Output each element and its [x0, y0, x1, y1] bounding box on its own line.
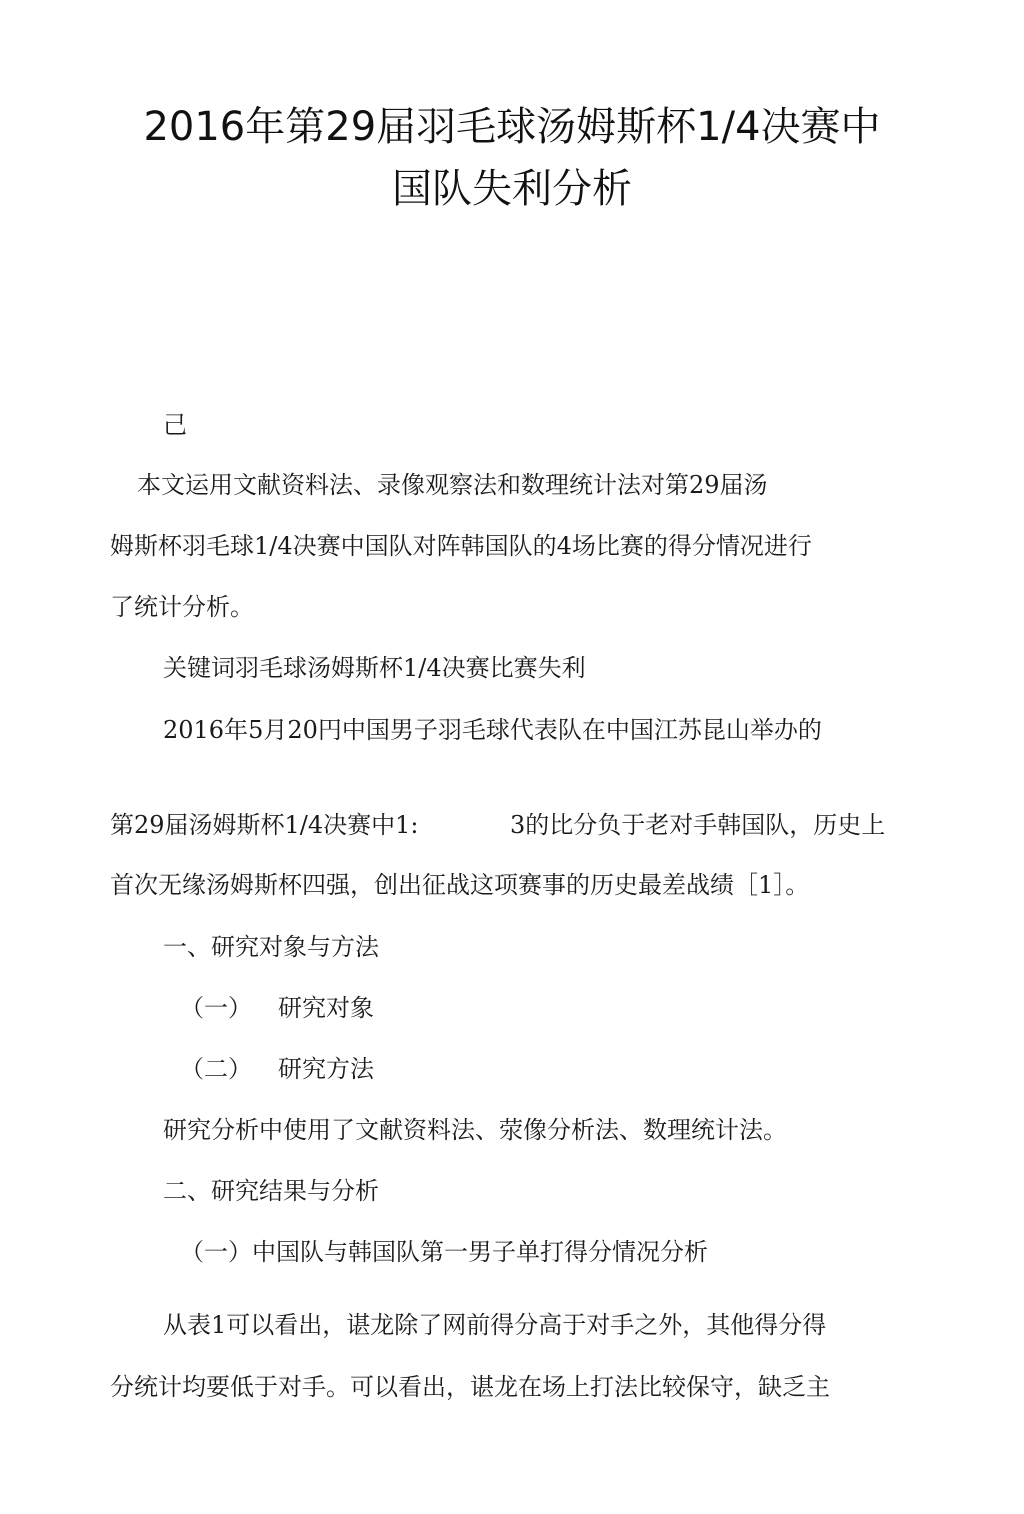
intro-line-2-left: 第29届汤姆斯杯1/4决赛中1:: [110, 811, 419, 839]
abstract-line-3: 了统计分析。: [110, 593, 254, 621]
intro-line-3: 首次无缘汤姆斯杯四强，创出征战这项赛事的历史最差战绩［1］。: [110, 871, 810, 899]
section-2-subheading-1: （一）中国队与韩国队第一男子单打得分情况分析: [180, 1238, 708, 1266]
intro-line-1: 2016年5月20円中国男子羽毛球代表队在中国江苏昆山举办的: [163, 716, 822, 744]
subheading-2-label: （二）: [180, 1055, 252, 1083]
subheading-1-text: 研究对象: [278, 994, 374, 1022]
intro-line-2-right: 3的比分负于老对手韩国队，历史上: [510, 811, 886, 839]
section-2-heading: 二、研究结果与分析: [163, 1177, 379, 1205]
section-1-heading: 一、研究对象与方法: [163, 933, 379, 961]
document-title-line-1: 2016年第29届羽毛球汤姆斯杯1/4决赛中: [143, 104, 881, 150]
methods-paragraph: 研究分析中使用了文献资料法、荥像分析法、数理统计法。: [163, 1116, 787, 1144]
section-1-subheading-2: [180, 1054, 374, 1084]
section-1-subheading-1: [180, 993, 374, 1023]
keywords-line: 关键词羽毛球汤姆斯杯1/4决赛比赛失利: [163, 654, 586, 682]
subheading-2-text: 研究方法: [278, 1055, 374, 1083]
content-line-2: 分统计均要低于对手。可以看出，谌龙在场上打法比较保守，缺乏主: [110, 1373, 830, 1401]
abstract-line-1: 本文运用文献资料法、录像观察法和数理统计法对第29届汤: [137, 471, 768, 499]
content-line-1: 从表1可以看出，谌龙除了网前得分高于对手之外，其他得分得: [163, 1311, 827, 1339]
document-title-line-2: 国队失利分析: [392, 166, 632, 212]
subheading-1-label: （一）: [180, 994, 252, 1022]
abstract-line-2: 姆斯杯羽毛球1/4决赛中国队对阵韩国队的4场比赛的得分情况进行: [110, 532, 812, 560]
section-marker: 己: [163, 411, 187, 439]
